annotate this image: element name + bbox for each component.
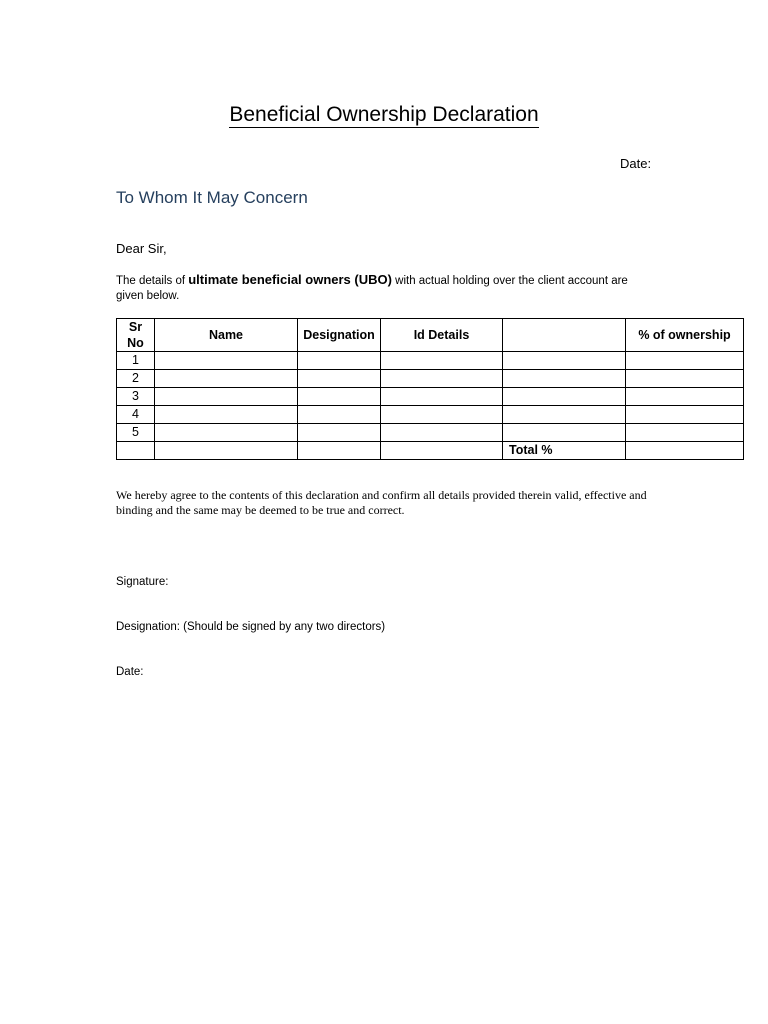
designation-cell[interactable] — [298, 370, 381, 388]
greeting: Dear Sir, — [116, 241, 167, 256]
table-row — [117, 388, 744, 406]
header-id-details: Id Details — [381, 319, 503, 352]
name-cell[interactable] — [155, 424, 298, 442]
header-name: Name — [155, 319, 298, 352]
name-cell[interactable] — [155, 370, 298, 388]
intro-prefix: The details of — [116, 275, 189, 287]
sr-no-cell: 5 — [117, 424, 155, 442]
ownership-cell[interactable] — [626, 424, 744, 442]
title-text: Beneficial Ownership Declaration — [229, 103, 539, 126]
document-title — [0, 102, 768, 128]
sr-no-cell: 2 — [117, 370, 155, 388]
table-row — [117, 370, 744, 388]
ownership-cell[interactable] — [626, 370, 744, 388]
total-blank-cell — [155, 442, 298, 460]
ownership-cell[interactable] — [626, 406, 744, 424]
id-details-cell[interactable] — [381, 406, 503, 424]
total-label: Total % — [503, 442, 626, 460]
sr-no-cell: 4 — [117, 406, 155, 424]
total-blank-cell — [117, 442, 155, 460]
ownership-cell[interactable] — [626, 388, 744, 406]
header-ownership: % of ownership — [626, 319, 744, 352]
id-details-cell[interactable] — [381, 388, 503, 406]
header-sr-no: Sr No — [117, 319, 155, 352]
designation-cell[interactable] — [298, 388, 381, 406]
ubo-table — [116, 318, 744, 460]
agreement-paragraph: We hereby agree to the contents of this declaration and confirm all details provided therein valid, effective and binding and the same may be deemed to be true and correct. — [116, 488, 647, 517]
total-blank-cell — [298, 442, 381, 460]
name-cell[interactable] — [155, 352, 298, 370]
intro-emphasis: ultimate beneficial owners (UBO) — [188, 272, 392, 287]
id-details-cell[interactable] — [381, 424, 503, 442]
intro-paragraph — [116, 272, 656, 304]
blank-cell[interactable] — [503, 406, 626, 424]
table-row — [117, 352, 744, 370]
salutation-heading: To Whom It May Concern — [116, 188, 308, 207]
designation-cell[interactable] — [298, 352, 381, 370]
blank-cell[interactable] — [503, 370, 626, 388]
date-label-top: Date: — [620, 156, 652, 171]
sr-no-cell: 1 — [117, 352, 155, 370]
table-header-row — [117, 319, 744, 352]
blank-cell[interactable] — [503, 424, 626, 442]
header-blank — [503, 319, 626, 352]
table-row — [117, 424, 744, 442]
total-value-cell[interactable] — [626, 442, 744, 460]
designation-cell[interactable] — [298, 406, 381, 424]
name-cell[interactable] — [155, 388, 298, 406]
ownership-cell[interactable] — [626, 352, 744, 370]
id-details-cell[interactable] — [381, 352, 503, 370]
total-blank-cell — [381, 442, 503, 460]
signature-label: Signature: — [116, 576, 169, 588]
blank-cell[interactable] — [503, 352, 626, 370]
table-row — [117, 406, 744, 424]
name-cell[interactable] — [155, 406, 298, 424]
designation-label: Designation: (Should be signed by any two directors) — [116, 621, 386, 633]
header-designation: Designation — [298, 319, 381, 352]
blank-cell[interactable] — [503, 388, 626, 406]
id-details-cell[interactable] — [381, 370, 503, 388]
intro-suffix: with actual holding over the client account are given below. — [116, 275, 628, 302]
sr-no-cell: 3 — [117, 388, 155, 406]
date-label-bottom: Date: — [116, 666, 144, 678]
designation-cell[interactable] — [298, 424, 381, 442]
total-row — [117, 442, 744, 460]
